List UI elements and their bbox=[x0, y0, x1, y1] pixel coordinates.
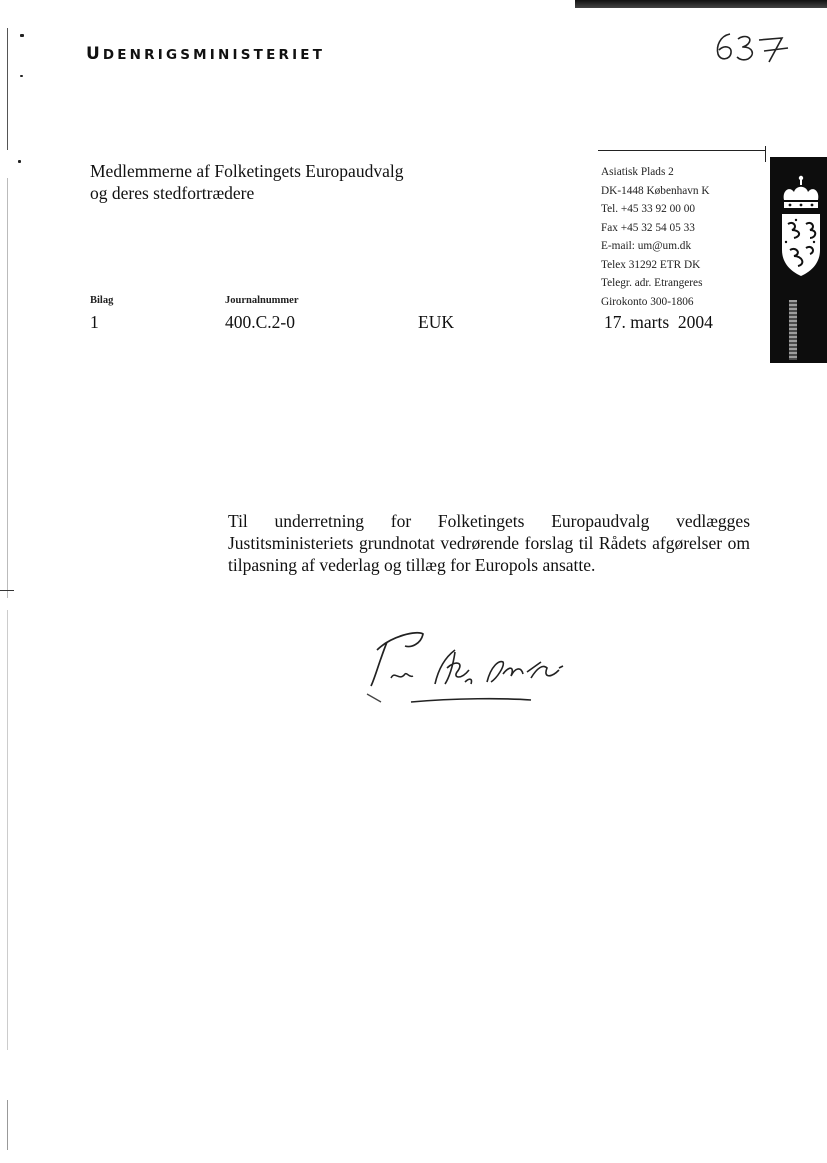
address-line: DK-1448 København K bbox=[601, 184, 710, 197]
address-line: Telegr. adr. Etrangeres bbox=[601, 277, 703, 289]
address-rule bbox=[765, 146, 766, 162]
scan-speck bbox=[18, 160, 21, 163]
address-line: Telex 31292 ETR DK bbox=[601, 258, 701, 271]
scan-margin-line bbox=[7, 610, 8, 1050]
body-paragraph: Til underretning for Folketingets Europaudvalg vedlægges Justitsministeriets grundnotat vedrørende forslag til Rådets afgørelser om tilpasning af vederlag og tillæg for Europols ansatte. bbox=[228, 511, 750, 575]
recipient-line-1: Medlemmerne af Folketingets Europaudvalg bbox=[90, 161, 404, 181]
recipient-block bbox=[90, 160, 403, 204]
letter-date: 17. marts 2004 bbox=[604, 312, 713, 332]
scan-margin-line bbox=[7, 178, 8, 598]
address-line: Tel. +45 33 92 00 00 bbox=[601, 203, 696, 215]
handwritten-signature bbox=[365, 622, 580, 717]
scan-margin-line bbox=[7, 28, 8, 150]
ministry-letterhead: UDENRIGSMINISTERIET bbox=[86, 44, 326, 64]
scan-speck bbox=[20, 34, 24, 37]
royal-crest-icon bbox=[776, 172, 826, 282]
scan-speck bbox=[20, 75, 23, 77]
journal-value: 400.C.2-0 bbox=[225, 312, 295, 332]
scan-edge-bar bbox=[575, 0, 827, 8]
address-line: Fax +45 32 54 05 33 bbox=[601, 221, 695, 234]
bilag-value: 1 bbox=[90, 312, 99, 332]
handwritten-number bbox=[712, 28, 792, 66]
address-rule bbox=[598, 150, 766, 151]
journal-label: Journalnummer bbox=[225, 295, 299, 306]
office-code: EUK bbox=[418, 312, 454, 332]
address-block bbox=[601, 163, 710, 311]
crest-strip-texture bbox=[789, 300, 797, 360]
bilag-label: Bilag bbox=[90, 295, 114, 306]
address-line: Asiatisk Plads 2 bbox=[601, 166, 674, 178]
scan-speck bbox=[0, 590, 14, 591]
address-line: Girokonto 300-1806 bbox=[601, 295, 694, 308]
address-line: E-mail: um@um.dk bbox=[601, 240, 692, 252]
recipient-line-2: og deres stedfortrædere bbox=[90, 183, 255, 203]
scan-margin-line bbox=[7, 1100, 8, 1150]
